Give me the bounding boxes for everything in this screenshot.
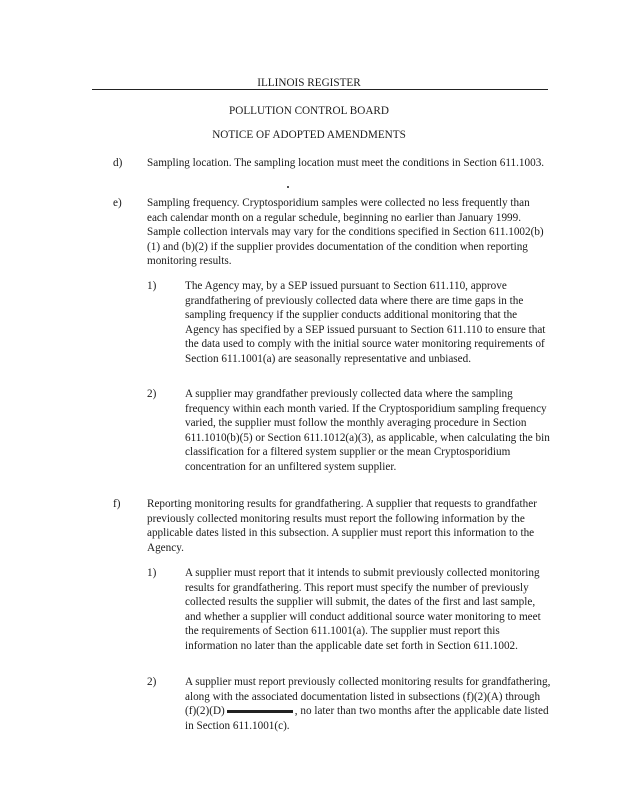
subsection-e2-label: 2) [147,388,157,400]
subsection-d-text: Sampling location. The sampling location must meet the conditions in Section 611.1003. [147,157,545,169]
subsection-f1-text: A supplier must report that it intends to submit previously collected monitoring results for grandfathering. This report must specify the number of previously collected results the supplier will submit, the dates of the first and last sample, and whether a supplier will conduct additional source water monitoring to meet the requirements of Section 611.1001(a). The supplier must report this information no later than the applicable date set forth in Section 611.1002. [185,567,541,652]
subsection-f1-label: 1) [147,567,157,579]
subsection-e1-text: The Agency may, by a SEP issued pursuant to Section 611.110, approve grandfathering of previously collected data where there are time gaps in the sampling frequency if the supplier conducts additional monitoring that the Agency has specified by a SEP issued pursuant to Section 611.110 to ensure that the data used to comply with the initial source water monitoring requirements of Section 611.1001(a) are seasonally representative and unbiased. [185,280,546,365]
redaction-mark [227,710,293,713]
subsection-e-label: e) [113,197,122,209]
subsection-f2-text [185,675,553,733]
subsection-e2-text: A supplier may grandfather previously collected data where the sampling frequency within each month varied. If the Cryptosporidium sampling frequency varied, the supplier must follow the monthly averaging procedure in Section 611.1010(b)(5) or Section 611.1012(a)(3), as applicable, when calculating the bin classification for a filtered system supplier or the mean Cryptosporidium concentration for an unfiltered system supplier. [185,388,550,473]
subsection-f-text: Reporting monitoring results for grandfathering. A supplier that requests to grandfather previously collected monitoring results must report the following information by the applicable dates listed in this subsection. A supplier must report this information to the Agency. [147,498,537,554]
header-rule [92,89,548,90]
notice-title: NOTICE OF ADOPTED AMENDMENTS [212,129,406,141]
scan-speck [287,186,289,188]
subsection-e1-label: 1) [147,280,157,292]
f2-text-before: A supplier must report previously collected monitoring results for grandfathering, along with the associated documentation listed in subsections (f)(2)(A) through (f)(2)(D) [185,676,551,718]
subsection-f2-label: 2) [147,676,157,688]
subsection-e-text: Sampling frequency. Cryptosporidium samples were collected no less frequently than each calendar month on a regular schedule, beginning no earlier than January 1999. Sample collection intervals may vary for the conditions specified in Section 611.1002(b)(1) and (b)(2) if the supplier provides documentation of the condition when reporting monitoring results. [147,197,544,268]
board-title: POLLUTION CONTROL BOARD [229,105,389,117]
subsection-f-label: f) [113,498,121,510]
register-title: ILLINOIS REGISTER [257,77,361,89]
f2-text-after: , no later than two months after the applicable date listed in Section 611.1001(c). [185,705,549,732]
subsection-d-label: d) [113,157,123,169]
